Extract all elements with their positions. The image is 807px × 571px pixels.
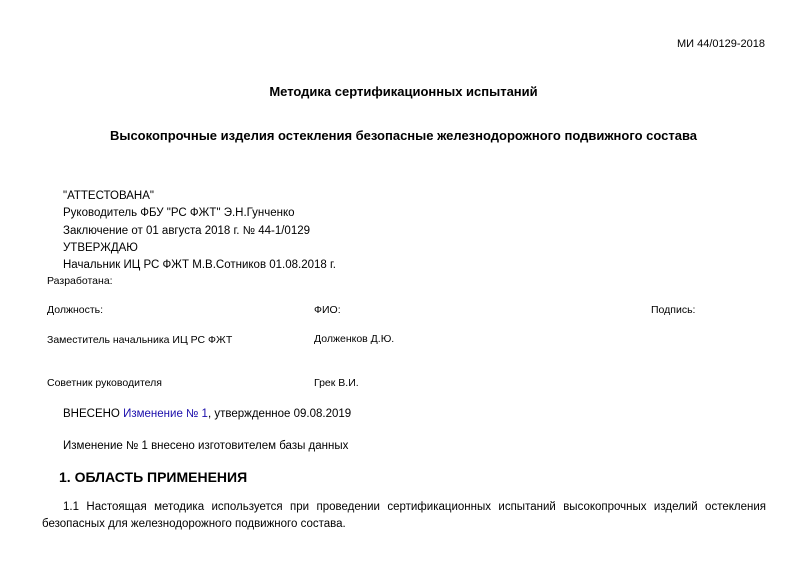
document-number: МИ 44/0129-2018 xyxy=(676,38,765,50)
approval-line: "АТТЕСТОВАНА" xyxy=(63,190,154,202)
position-header: Должность: xyxy=(47,304,104,316)
section-paragraph: 1.1 Настоящая методика используется при проведении сертификационных испытаний высокопрочных изделий остекления безопасных для железнодорожного подвижного состава. xyxy=(42,501,766,530)
amendment-line xyxy=(63,408,351,420)
approval-line: Начальник ИЦ РС ФЖТ М.В.Сотников 01.08.2018 г. xyxy=(63,259,336,272)
approval-line: Заключение от 01 августа 2018 г. № 44-1/0129 xyxy=(63,224,311,237)
amendment-prefix: ВНЕСЕНО xyxy=(63,408,124,420)
approval-line: УТВЕРЖДАЮ xyxy=(63,241,138,254)
developer-fio: Долженков Д.Ю. xyxy=(314,333,395,345)
signature-header: Подпись: xyxy=(651,304,696,316)
approval-line: Руководитель ФБУ "РС ФЖТ" Э.Н.Гунченко xyxy=(63,207,295,220)
developer-fio: Грек В.И. xyxy=(314,377,359,389)
developed-by-label: Разработана: xyxy=(47,275,113,287)
document-title: Методика сертификационных испытаний xyxy=(269,84,538,99)
amendment-suffix: , утвержденное 09.08.2019 xyxy=(207,408,352,420)
approval-block xyxy=(63,188,336,274)
fio-header: ФИО: xyxy=(314,304,341,316)
developer-position: Заместитель начальника ИЦ РС ФЖТ xyxy=(47,334,233,346)
developer-position: Советник руководителя xyxy=(47,377,162,389)
amendment-link[interactable]: Изменение № 1 xyxy=(123,408,208,420)
section-heading: 1. ОБЛАСТЬ ПРИМЕНЕНИЯ xyxy=(59,469,248,485)
document-subtitle: Высокопрочные изделия остекления безопасные железнодорожного подвижного состава xyxy=(109,128,698,143)
amendment-note: Изменение № 1 внесено изготовителем базы данных xyxy=(63,440,349,452)
